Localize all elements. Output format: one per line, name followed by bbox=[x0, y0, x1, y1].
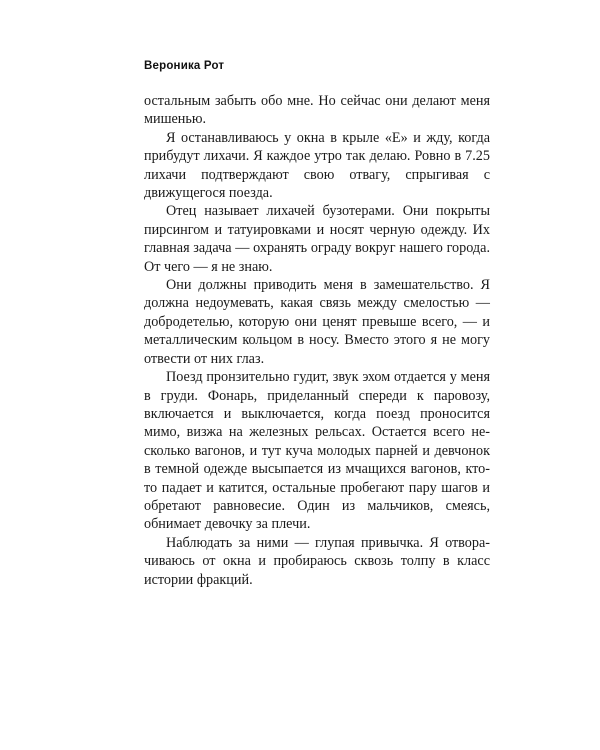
paragraph-1: остальным забыть обо мне. Но сейчас они делают меня мишенью. bbox=[144, 93, 490, 128]
paragraph-2: Я останавливаюсь у окна в крыле «Е» и жду, когда прибудут лихачи. Я каждое утро так делаю. Ровно в 7.25 лихачи подтверждают свою отвагу, спрыгивая с движущегося поезда. bbox=[144, 129, 490, 202]
paragraph-3: Отец называет лихачей бузотерами. Они покрыты пирсингом и татуировками и носят черную одежду. Их главная задача — охранять ограду вокруг нашего города. От чего — я не знаю. bbox=[144, 203, 490, 275]
paragraph-4: Они должны приводить меня в замешательство. Я должна недоумевать, какая связь между смелостью — добродетелью, которую они ценят превыше всего, — и металлическим кольцом в носу. Вместо этого я не могу отвести от них глаз. bbox=[144, 277, 490, 367]
body-text bbox=[144, 92, 490, 589]
paragraph-5: Поезд пронзительно гудит, звук эхом отдается у меня в груди. Фонарь, приделанный спереди к паровозу, включается и выключается, когда поезд проносится мимо, визжа на железных рельсах. Остается всего несколько вагонов, и тут куча молодых парней и девчонок в темной одежде высыпается из мчащихся вагонов, кто-то падает и катится, остальные пробегают пару шагов и обретают равновесие. Один из мальчиков, смеясь, обнимает девочку за плечи. bbox=[144, 369, 490, 533]
paragraph-6: Наблюдать за ними — глупая привычка. Я отворачиваюсь от окна и пробираюсь сквозь толпу в класс истории фракций. bbox=[144, 534, 490, 588]
running-header-author: Вероника Рот bbox=[144, 60, 225, 72]
